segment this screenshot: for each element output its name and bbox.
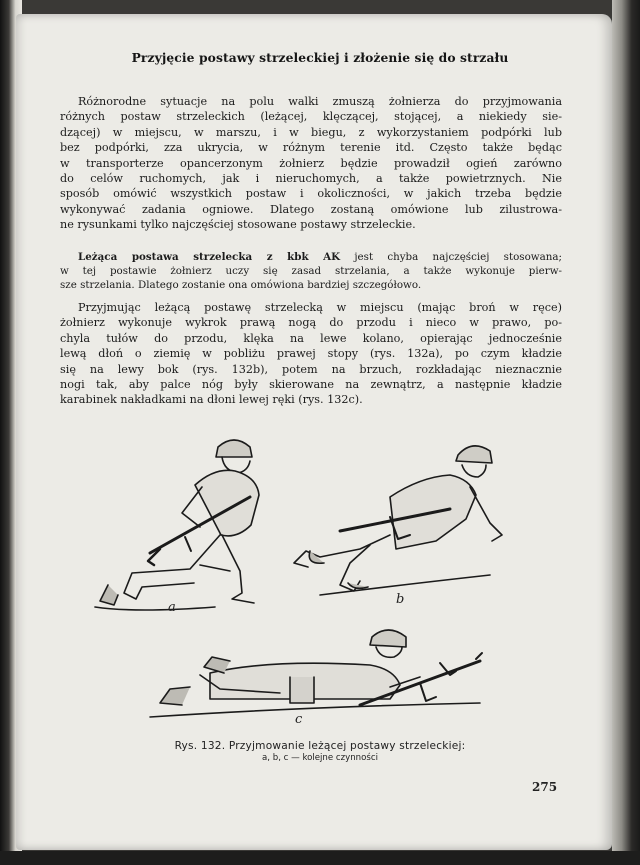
figure-label-c: c bbox=[295, 712, 303, 727]
figure-caption bbox=[100, 740, 540, 763]
text-line: bez podpórki, zza ukrycia, w różnym terenie itd. Często także będąc bbox=[60, 141, 562, 155]
soldier-illustration bbox=[90, 425, 550, 740]
bold-lead: Leżąca postawa strzelecka z kbk AK bbox=[78, 251, 341, 263]
caption-line-2: a, b, c — kolejne czynności bbox=[262, 753, 378, 763]
text-line bbox=[60, 250, 562, 264]
figure-b-lying-on-side-soldier bbox=[294, 446, 502, 595]
caption-line-1: Rys. 132. Przyjmowanie leżącej postawy strzeleckiej: bbox=[174, 740, 466, 752]
text-line: nogi tak, aby palce nóg były skierowane na zewnątrz, a następnie kładzie bbox=[60, 378, 562, 392]
text-line: chyla tułów do przodu, klęka na lewe kolano, opierając jednocześnie bbox=[60, 331, 562, 345]
page-edge bbox=[612, 0, 640, 865]
paragraph-prone-position bbox=[60, 250, 562, 293]
page-number: 275 bbox=[532, 780, 558, 794]
scan-border bbox=[0, 851, 640, 865]
figure-label-a: a bbox=[168, 600, 176, 615]
text-line: w transporterze opancerzonym żołnierz będzie prowadził ogień zarówno bbox=[60, 156, 562, 170]
text-line: wykonywać zadania ogniowe. Dlatego zostaną omówione lub zilustrowa- bbox=[60, 202, 562, 216]
text-line: Różnorodne sytuacje na polu walki zmuszą żołnierza do przyjmowania bbox=[78, 95, 562, 108]
text-line: sze strzelania. Dlatego zostanie ona omówiona bardziej szczegółowo. bbox=[60, 279, 422, 292]
text-line: różnych postaw strzeleckich (leżącej, klęczącej, stojącej, a niekiedy sie- bbox=[60, 110, 562, 124]
text-line: ne rysunkami tylko najczęściej stosowane postawy strzeleckie. bbox=[60, 218, 416, 232]
text-line: żołnierz wykonuje wykrok prawą nogą do przodu i nieco w prawo, po- bbox=[60, 316, 562, 330]
text-run: jest chyba najczęściej stosowana; bbox=[340, 251, 562, 263]
text-line: się na lewy bok (rys. 132b), potem na brzuch, rozkładając nieznacznie bbox=[60, 362, 562, 376]
section-heading: Przyjęcie postawy strzeleckiej i złożenie się do strzału bbox=[131, 50, 509, 65]
figure-label-b: b bbox=[396, 592, 405, 607]
paragraph-instructions bbox=[60, 300, 562, 408]
paragraph-intro bbox=[60, 94, 562, 233]
text-line: Przyjmując leżącą postawę strzelecką w miejscu (mając broń w ręce) bbox=[78, 301, 562, 314]
figure-a-kneeling-soldier bbox=[95, 440, 259, 610]
text-line: lewą dłoń o ziemię w pobliżu prawej stopy (rys. 132a), po czym kładzie bbox=[60, 347, 562, 361]
text-line: do celów ruchomych, jak i nieruchomych, a także powietrznych. Nie bbox=[60, 172, 562, 186]
text-line: karabinek nakładkami na dłoni lewej ręki (rys. 132c). bbox=[60, 393, 363, 407]
text-line: sposób omówić wszystkich postaw i okoliczności, w jakich trzeba będzie bbox=[60, 187, 562, 201]
text-line: w tej postawie żołnierz uczy się zasad strzelania, a także wykonuje pierw- bbox=[60, 265, 562, 278]
figure-c-prone-soldier bbox=[150, 630, 482, 717]
text-line: dzącej) w miejscu, w marszu, i w biegu, z wykorzystaniem podpórki lub bbox=[60, 125, 562, 139]
